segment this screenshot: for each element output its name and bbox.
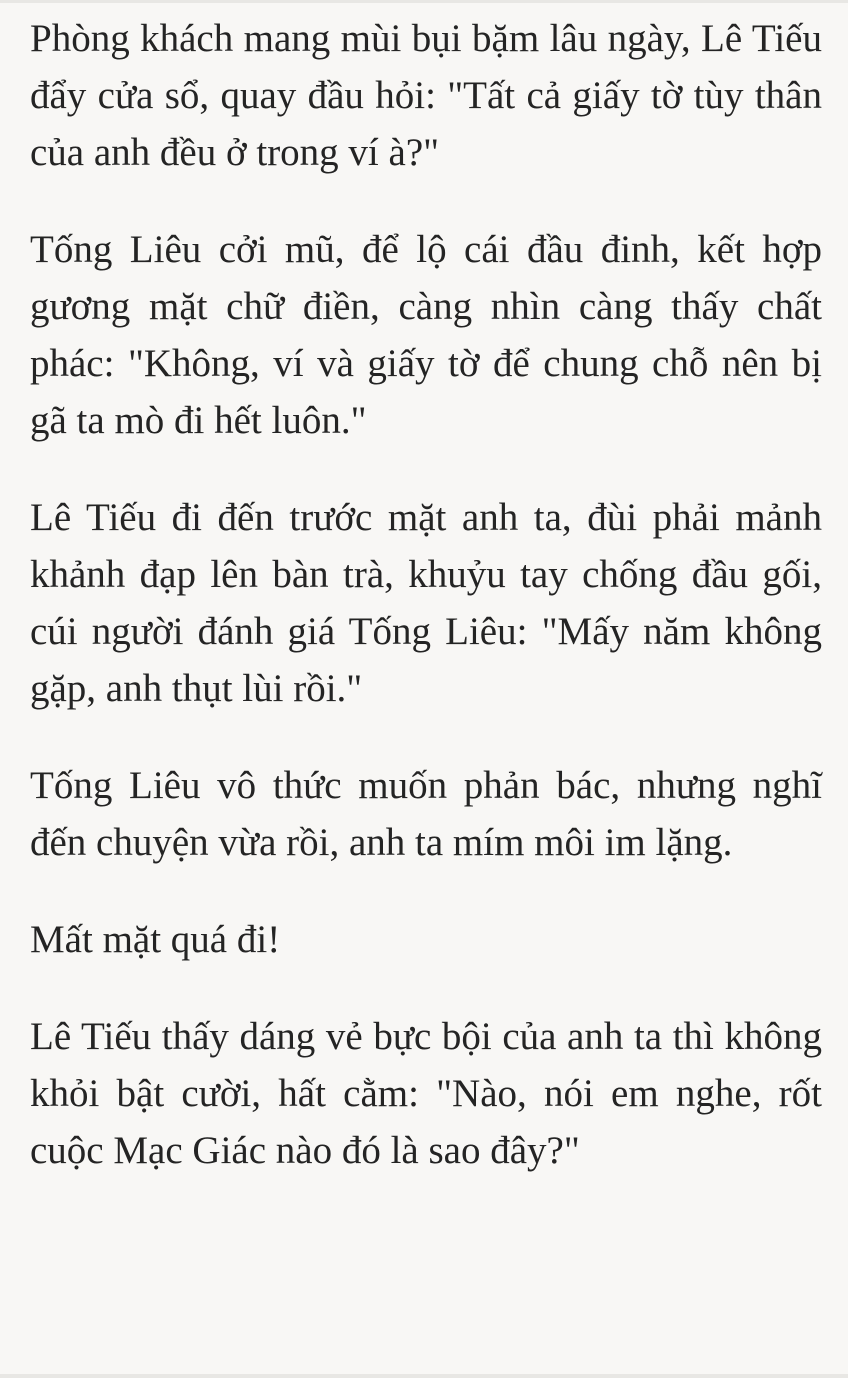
paragraph: Tống Liêu vô thức muốn phản bác, nhưng nghĩ đến chuyện vừa rồi, anh ta mím môi im lặng. <box>30 764 822 864</box>
paragraph: Phòng khách mang mùi bụi bặm lâu ngày, Lê Tiếu đẩy cửa sổ, quay đầu hỏi: "Tất cả giấy tờ tùy thân của anh đều ở trong ví à?" <box>30 17 822 174</box>
paragraph: Lê Tiếu đi đến trước mặt anh ta, đùi phải mảnh khảnh đạp lên bàn trà, khuỷu tay chống đầu gối, cúi người đánh giá Tống Liêu: "Mấy năm không gặp, anh thụt lùi rồi." <box>30 496 822 710</box>
page-top-edge <box>0 0 848 3</box>
paragraph: Tống Liêu cởi mũ, để lộ cái đầu đinh, kết hợp gương mặt chữ điền, càng nhìn càng thấy chất phác: "Không, ví và giấy tờ để chung chỗ nên bị gã ta mò đi hết luôn." <box>30 228 822 442</box>
paragraph: Mất mặt quá đi! <box>30 918 281 961</box>
page-bottom-edge <box>0 1374 848 1378</box>
paragraph: Lê Tiếu thấy dáng vẻ bực bội của anh ta thì không khỏi bật cười, hất cằm: "Nào, nói em nghe, rốt cuộc Mạc Giác nào đó là sao đây?" <box>30 1015 822 1172</box>
